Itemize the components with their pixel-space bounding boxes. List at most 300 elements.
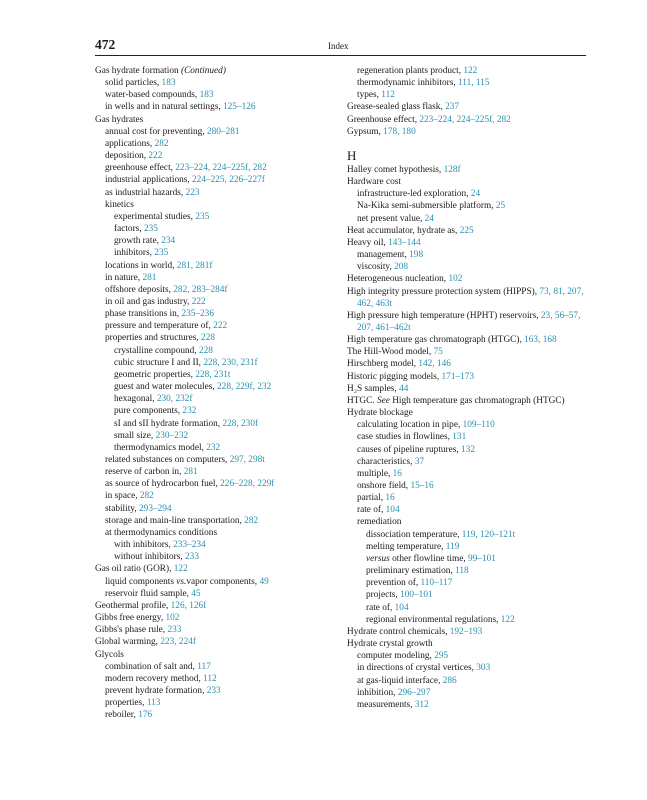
entry-term: with inhibitors, xyxy=(114,540,174,551)
page-ref-link[interactable]: 282 xyxy=(244,515,259,526)
entry-term: preliminary estimation, xyxy=(366,566,456,577)
entry-term: experimental studies, xyxy=(114,211,196,222)
page-ref-link[interactable]: 122 xyxy=(173,564,188,575)
page-ref-link[interactable]: 233 xyxy=(185,552,199,563)
index-entry xyxy=(95,77,337,89)
index-entry xyxy=(95,126,337,138)
index-entry xyxy=(347,419,589,431)
page-ref-link[interactable]: 113 xyxy=(146,698,161,709)
entry-term: Gypsum, xyxy=(347,126,384,137)
entry-term: Gas oil ratio (GOR), xyxy=(95,564,174,575)
page-ref-link[interactable]: 45 xyxy=(191,588,201,599)
index-entry xyxy=(95,612,337,624)
index-entry xyxy=(95,357,337,369)
page-ref-link[interactable]: 118 xyxy=(455,566,469,577)
entry-term: Glycols xyxy=(95,649,124,660)
page-ref-link[interactable]: 23, 56–57, 207, 461–462t xyxy=(357,310,581,333)
page-ref-link[interactable]: 228, 229f, 232 xyxy=(217,382,272,393)
index-entry xyxy=(95,114,337,126)
page-ref-link[interactable]: 25 xyxy=(495,201,506,212)
entry-term: rate of, xyxy=(366,602,395,613)
index-entry xyxy=(95,345,337,357)
entry-term: inhibition, xyxy=(357,687,398,698)
index-entry xyxy=(95,174,337,186)
entry-term: crystalline compound, xyxy=(114,345,199,356)
entry-term: Gibbs free energy, xyxy=(95,613,166,624)
entry-term: High integrity pressure protection system (HIPPS), xyxy=(347,286,540,297)
entry-term: Hydrate control chemicals, xyxy=(347,626,450,637)
page-ref-link[interactable]: 16 xyxy=(385,493,395,504)
page-ref-link[interactable]: 228, 231t xyxy=(195,369,231,380)
page-ref-link[interactable]: 295 xyxy=(434,651,449,662)
index-entry xyxy=(95,697,337,709)
index-entry xyxy=(347,346,589,358)
index-entry xyxy=(347,237,589,249)
index-entry xyxy=(95,211,337,223)
entry-term: prevent hydrate formation, xyxy=(105,685,207,696)
page-ref-link[interactable]: 303 xyxy=(476,663,491,674)
index-entry xyxy=(95,162,337,174)
index-entry xyxy=(95,600,337,612)
index-entry xyxy=(347,286,589,310)
entry-term: Hydrate blockage xyxy=(347,408,413,419)
index-entry xyxy=(347,529,589,541)
page-ref-link[interactable]: 281 xyxy=(142,272,157,283)
index-entry xyxy=(95,272,337,284)
header-rule xyxy=(95,55,586,56)
page-ref-link[interactable]: 112 xyxy=(203,673,217,684)
entry-term-cont: vapor components, xyxy=(186,576,260,587)
index-entry xyxy=(95,661,337,673)
entry-term: case studies in flowlines, xyxy=(357,432,453,443)
index-entry xyxy=(95,527,337,539)
entry-term: Hardware cost xyxy=(347,177,401,188)
index-entry xyxy=(95,515,337,527)
entry-term: viscosity, xyxy=(357,262,395,273)
entry-term: small size, xyxy=(114,430,156,441)
page-ref-link[interactable]: 282 xyxy=(139,491,154,502)
page-ref-link[interactable]: 223, 224f xyxy=(160,637,196,648)
index-entry xyxy=(347,200,589,212)
index-entry xyxy=(347,504,589,516)
entry-term: dissociation temperature, xyxy=(366,529,462,540)
page-ref-link[interactable]: 223–224, 224–225f, 282 xyxy=(419,114,511,125)
index-entry xyxy=(347,213,589,225)
entry-term: melting temperature, xyxy=(366,541,446,552)
entry-term: Halley comet hypothesis, xyxy=(347,164,444,175)
index-entry xyxy=(95,150,337,162)
entry-term: regional environmental regulations, xyxy=(366,614,501,625)
entry-term: as industrial hazards, xyxy=(105,187,186,198)
index-entry xyxy=(95,187,337,199)
page-header xyxy=(95,37,585,53)
entry-term: HTGC. xyxy=(347,395,377,406)
page-number: 472 xyxy=(95,37,116,52)
entry-term: modern recovery method, xyxy=(105,673,204,684)
index-entry xyxy=(347,602,589,614)
entry-term: geometric properties, xyxy=(114,369,196,380)
page-ref-link[interactable]: 281, 281f xyxy=(176,260,213,271)
page-ref-link[interactable]: 235–236 xyxy=(181,309,214,320)
page-ref-link[interactable]: 228, 230f xyxy=(222,418,259,429)
entry-term: properties and structures, xyxy=(105,333,202,344)
entry-term: High temperature gas chromatograph (HTGC), xyxy=(347,335,525,346)
page-ref-link[interactable]: 234 xyxy=(161,236,176,247)
page-ref-link[interactable]: 228, 230, 231f xyxy=(203,357,258,368)
page-ref-link[interactable]: 198 xyxy=(409,250,424,261)
index-entry xyxy=(347,456,589,468)
index-column-right xyxy=(347,65,589,711)
entry-term: in nature, xyxy=(105,272,143,283)
entry-term: The Hill-Wood model, xyxy=(347,347,434,358)
index-entry xyxy=(347,675,589,687)
entry-term: reservoir fluid sample, xyxy=(105,588,192,599)
index-entry xyxy=(95,138,337,150)
page-ref-link[interactable]: 117 xyxy=(197,661,211,672)
entry-term: reboiler, xyxy=(105,710,139,721)
index-entry xyxy=(95,381,337,393)
entry-term: hexagonal, xyxy=(114,394,157,405)
entry-term: Global warming, xyxy=(95,637,161,648)
entry-term: Gas hydrates xyxy=(95,114,144,125)
page-ref-link[interactable]: 233 xyxy=(206,685,221,696)
entry-term: solid particles, xyxy=(105,78,162,89)
index-entry xyxy=(95,709,337,721)
page-ref-link[interactable]: 15–16 xyxy=(410,481,434,491)
page-ref-link[interactable]: 192–193 xyxy=(449,626,483,637)
page-ref-link[interactable]: 44 xyxy=(399,383,409,394)
index-entry xyxy=(347,395,589,407)
index-entry xyxy=(95,466,337,478)
entry-term: Heterogeneous nucleation, xyxy=(347,274,449,285)
entry-term: multiple, xyxy=(357,468,393,479)
entry-term: Na-Kika semi-submersible platform, xyxy=(357,201,496,212)
page-ref-link[interactable]: 230–232 xyxy=(155,430,189,441)
page-ref-link[interactable]: 49 xyxy=(259,576,269,587)
index-entry xyxy=(347,577,589,589)
entry-term: reserve of carbon in, xyxy=(105,467,184,478)
index-entry xyxy=(347,407,589,419)
entry-term: onshore field, xyxy=(357,481,411,491)
entry-term: properties, xyxy=(105,698,147,709)
index-entry xyxy=(347,334,589,346)
page-ref-link[interactable]: 293–294 xyxy=(139,503,172,514)
index-entry xyxy=(347,431,589,443)
entry-term: growth rate, xyxy=(114,236,162,247)
index-entry xyxy=(347,65,589,77)
entry-italic: versus xyxy=(366,553,390,564)
page-ref-link[interactable]: 109–110 xyxy=(462,420,495,431)
index-entry xyxy=(95,65,337,77)
page-ref-link[interactable]: 16 xyxy=(392,468,402,479)
entry-term: greenhouse effect, xyxy=(105,163,176,174)
index-entry xyxy=(347,444,589,456)
entry-term: thermodynamics model, xyxy=(114,442,207,453)
page-ref-link[interactable]: 126, 126f xyxy=(170,600,207,611)
page-ref-link[interactable]: 128f xyxy=(443,164,461,175)
page-ref-link[interactable]: 282 xyxy=(154,138,169,149)
index-entry xyxy=(95,624,337,636)
index-entry xyxy=(347,371,589,383)
entry-term: inhibitors, xyxy=(114,248,155,259)
index-entry xyxy=(347,662,589,674)
entry-term: cubic structure I and II, xyxy=(114,357,204,368)
page-ref-link[interactable]: 102 xyxy=(448,274,463,285)
entry-term: Greenhouse effect, xyxy=(347,114,420,125)
index-entry xyxy=(95,89,337,101)
index-entry xyxy=(95,296,337,308)
page-ref-link[interactable]: 233 xyxy=(167,625,182,636)
page-ref-link[interactable]: 223 xyxy=(185,187,200,198)
index-entry xyxy=(95,284,337,296)
entry-term: High pressure high temperature (HPHT) reservoirs, xyxy=(347,310,541,321)
entry-term: other flowline time, xyxy=(389,553,468,564)
entry-term: remediation xyxy=(357,517,402,528)
index-entry xyxy=(347,273,589,285)
page-ref-link[interactable]: 233–234 xyxy=(173,540,206,551)
index-column-left xyxy=(95,65,337,721)
entry-term: water-based compounds, xyxy=(105,90,200,101)
entry-term: computer modeling, xyxy=(357,651,435,662)
page-ref-link[interactable]: 232 xyxy=(182,406,197,417)
entry-term: phase transitions in, xyxy=(105,309,182,320)
entry-italic: See xyxy=(376,395,390,406)
index-entry xyxy=(95,478,337,490)
entry-italic: (Continued) xyxy=(180,66,226,76)
entry-term: partial, xyxy=(357,493,386,504)
entry-term: pure components, xyxy=(114,406,183,417)
page-ref-link[interactable]: 222 xyxy=(191,296,206,307)
entry-term: as source of hydrocarbon fuel, xyxy=(105,479,221,490)
index-entry xyxy=(95,649,337,661)
entry-term-cont: High temperature gas chromatograph (HTGC) xyxy=(389,395,565,406)
index-entry xyxy=(347,261,589,273)
index-entry xyxy=(347,687,589,699)
page-ref-link[interactable]: 171–173 xyxy=(441,371,475,382)
page-ref-link[interactable]: 223–224, 224–225f, 282 xyxy=(175,163,267,174)
section-letter: H xyxy=(347,147,357,163)
index-entry xyxy=(347,516,589,528)
entry-term: liquid components xyxy=(105,576,177,587)
page-ref-link[interactable]: 222 xyxy=(213,321,228,332)
index-entry xyxy=(95,563,337,575)
page-ref-link[interactable]: 297, 298t xyxy=(229,455,265,465)
page-ref-link[interactable]: 176 xyxy=(138,710,153,721)
page-ref-link[interactable]: 235 xyxy=(154,248,169,259)
index-entry xyxy=(347,650,589,662)
page-ref-link[interactable]: 286 xyxy=(442,675,457,686)
index-entry xyxy=(347,89,589,101)
entry-term: sI and sII hydrate formation, xyxy=(114,418,223,429)
entry-term: types, xyxy=(357,90,382,101)
entry-term: locations in world, xyxy=(105,260,177,271)
entry-term: at gas-liquid interface, xyxy=(357,675,443,686)
page-ref-link[interactable]: 73, 81, 207, 462, 463t xyxy=(357,286,584,309)
index-entry xyxy=(347,176,589,188)
index-entry xyxy=(347,358,589,370)
index-entry xyxy=(95,199,337,211)
entry-term: in oil and gas industry, xyxy=(105,296,192,307)
entry-term: offshore deposits, xyxy=(105,284,174,295)
page-ref-link[interactable]: 24 xyxy=(424,213,434,224)
entry-term: characteristics, xyxy=(357,456,415,467)
entry-italic: vs. xyxy=(176,576,187,587)
entry-term: net present value, xyxy=(357,213,425,224)
index-entry xyxy=(347,126,589,138)
page-ref-link[interactable]: 280–281 xyxy=(206,126,240,137)
entry-term: without inhibitors, xyxy=(114,552,186,563)
page-ref-link[interactable]: 110–117 xyxy=(420,578,453,589)
entry-term: kinetics xyxy=(105,199,134,210)
entry-term: in wells and in natural settings, xyxy=(105,102,223,113)
index-entry xyxy=(95,101,337,113)
entry-term: at thermodynamics conditions xyxy=(105,527,218,538)
entry-term: infrastructure-led exploration, xyxy=(357,189,471,200)
page-ref-link[interactable]: 237 xyxy=(445,102,460,113)
page-ref-link[interactable]: 225 xyxy=(459,225,474,236)
entry-term: related substances on computers, xyxy=(105,455,230,465)
running-head: Index xyxy=(328,41,349,51)
index-entry xyxy=(95,551,337,563)
entry-term: projects, xyxy=(366,590,401,601)
index-entry xyxy=(95,235,337,247)
entry-term: Hirschberg model, xyxy=(347,359,419,370)
entry-term: regeneration plants product, xyxy=(357,66,464,76)
index-entry xyxy=(347,188,589,200)
page-ref-link[interactable]: 142, 146 xyxy=(418,359,451,370)
index-entry xyxy=(347,480,589,492)
index-entry xyxy=(347,565,589,577)
index-entry xyxy=(347,225,589,237)
entry-term: industrial applications, xyxy=(105,175,193,186)
entry-term: in directions of crystal vertices, xyxy=(357,663,477,674)
page-ref-link[interactable]: 102 xyxy=(165,613,180,624)
index-entry xyxy=(95,490,337,502)
page-ref-link[interactable]: 224–225, 226–227f xyxy=(192,175,265,186)
page-ref-link[interactable]: 235 xyxy=(195,211,210,222)
entry-term: combination of salt and, xyxy=(105,661,198,672)
index-entry xyxy=(95,332,337,344)
entry-term: applications, xyxy=(105,138,155,149)
page-ref-link[interactable]: 163, 168 xyxy=(524,335,557,346)
page-ref-link[interactable]: 104 xyxy=(385,505,400,516)
entry-term: factors, xyxy=(114,224,144,235)
page-ref-link[interactable]: 24 xyxy=(470,189,481,200)
index-entry xyxy=(95,503,337,515)
entry-term: Hydrate crystal growth xyxy=(347,639,433,650)
entry-term: causes of pipeline ruptures, xyxy=(357,444,462,455)
index-entry xyxy=(95,636,337,648)
entry-term: deposition, xyxy=(105,151,149,162)
index-entry xyxy=(347,164,589,176)
index-entry xyxy=(95,247,337,259)
index-entry xyxy=(95,430,337,442)
entry-term: Gas hydrate formation xyxy=(95,66,181,76)
entry-term: Heavy oil, xyxy=(347,237,389,248)
page-ref-link[interactable]: 296–297 xyxy=(397,687,431,698)
page-ref-link[interactable]: 99–101 xyxy=(468,553,496,564)
index-entry xyxy=(95,673,337,685)
index-entry xyxy=(347,468,589,480)
index-entry xyxy=(95,418,337,430)
index-entry xyxy=(95,588,337,600)
entry-term: in space, xyxy=(105,491,140,502)
entry-term: thermodynamic inhibitors, xyxy=(357,78,458,89)
page-ref-link[interactable]: 143–144 xyxy=(388,237,421,248)
entry-term: Gibbs's phase rule, xyxy=(95,625,168,636)
page-ref-link[interactable]: 104 xyxy=(394,602,409,613)
page-ref-link[interactable]: 75 xyxy=(433,347,443,358)
page-ref-link[interactable]: 235 xyxy=(143,224,158,235)
page-ref-link[interactable]: 226–228, 229f xyxy=(220,479,275,490)
index-entry xyxy=(95,308,337,320)
entry-term: prevention of, xyxy=(366,578,421,589)
page-ref-link[interactable]: 228 xyxy=(201,333,215,344)
index-entry xyxy=(347,492,589,504)
index-entry xyxy=(347,249,589,261)
page-ref-link[interactable]: 125–126 xyxy=(223,102,256,113)
entry-term: Geothermal profile, xyxy=(95,600,171,611)
entry-term: Grease-sealed glass flask, xyxy=(347,102,446,113)
page-ref-link[interactable]: 178, 180 xyxy=(383,126,416,137)
page-ref-link[interactable]: 122 xyxy=(500,614,515,625)
index-entry xyxy=(347,614,589,626)
page-ref-link[interactable]: 37 xyxy=(414,456,425,467)
index-entry xyxy=(347,77,589,89)
index-entry xyxy=(347,383,589,395)
index-entry xyxy=(95,223,337,235)
index-entry xyxy=(95,685,337,697)
entry-term: H₂S samples, xyxy=(347,383,400,394)
entry-term: storage and main-line transportation, xyxy=(105,515,245,526)
index-entry xyxy=(347,541,589,553)
page-ref-link[interactable]: 111, 115 xyxy=(457,78,490,89)
page-ref-link[interactable]: 122 xyxy=(463,66,478,76)
index-entry xyxy=(95,442,337,454)
index-entry xyxy=(347,626,589,638)
page-ref-link[interactable]: 119, 120–121t xyxy=(461,529,516,540)
entry-term: Historic pigging models, xyxy=(347,371,442,382)
entry-term: Heat accumulator, hydrate as, xyxy=(347,225,460,236)
page-ref-link[interactable]: 312 xyxy=(414,699,429,710)
page-ref-link[interactable]: 208 xyxy=(394,262,409,273)
entry-term: annual cost for preventing, xyxy=(105,126,207,137)
index-entry xyxy=(95,539,337,551)
entry-term: measurements, xyxy=(357,699,415,710)
page-ref-link[interactable]: 183 xyxy=(199,90,214,101)
page-ref-link[interactable]: 230, 232f xyxy=(156,394,193,405)
page-ref-link[interactable]: 131 xyxy=(452,432,467,443)
page-ref-link[interactable]: 232 xyxy=(206,442,221,453)
index-entry xyxy=(347,310,589,334)
entry-term: rate of, xyxy=(357,505,386,516)
page-ref-link[interactable]: 132 xyxy=(461,444,475,455)
entry-term: pressure and temperature of, xyxy=(105,321,214,332)
index-entry xyxy=(347,589,589,601)
page-ref-link[interactable]: 282, 283–284f xyxy=(173,284,228,295)
page-ref-link[interactable]: 183 xyxy=(161,78,176,89)
page-ref-link[interactable]: 228 xyxy=(198,345,213,356)
page-ref-link[interactable]: 222 xyxy=(148,151,163,162)
index-entry xyxy=(95,576,337,588)
page-ref-link[interactable]: 119 xyxy=(445,541,460,552)
index-entry xyxy=(347,638,589,650)
index-entry xyxy=(95,454,337,466)
page-ref-link[interactable]: 112 xyxy=(381,90,395,101)
index-entry xyxy=(347,114,589,126)
page-ref-link[interactable]: 281 xyxy=(183,467,198,478)
page-ref-link[interactable]: 100–101 xyxy=(400,590,433,601)
